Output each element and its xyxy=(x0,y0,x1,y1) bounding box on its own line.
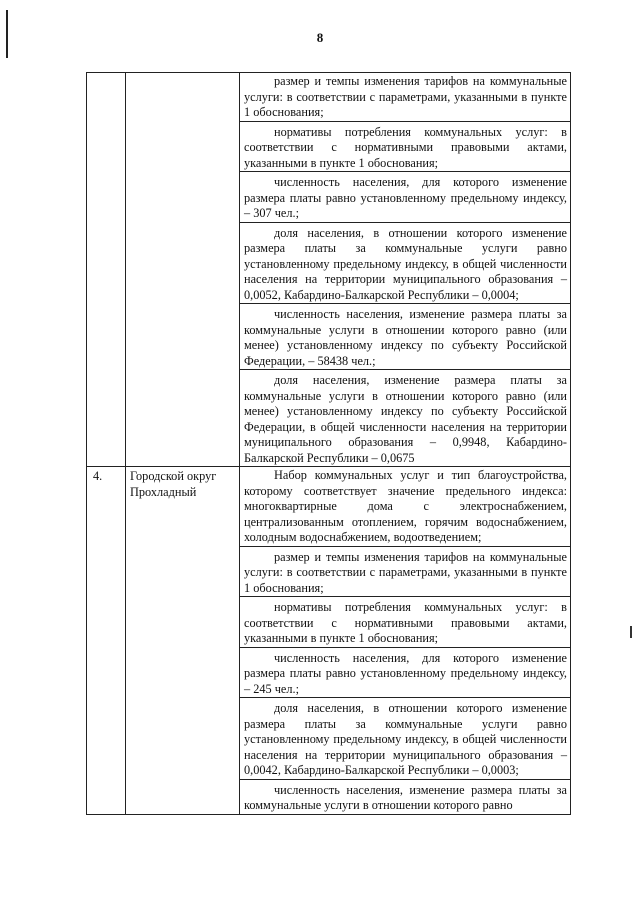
paragraph-population-below-share: доля населения, изменение размера платы за коммунальные услуги в отношении которого равно (или менее) установленному индексу по субъекту Российской Федерации, в общей численности населения на территории муниципального образования – 0,9948, Кабардино-Балкарской Республики – 0,0675 xyxy=(240,369,570,466)
paragraph-population-limit: численность населения, для которого изменение размера платы равно установленному предельному индексу, – 245 чел.; xyxy=(240,647,570,698)
paragraph-tariff-size: размер и темпы изменения тарифов на коммунальные услуги: в соответствии с параметрами, указанными в пункте 1 обоснования; xyxy=(240,546,570,597)
parameters-cell xyxy=(240,467,571,815)
paragraph-population-limit: численность населения, для которого изменение размера платы равно установленному предельному индексу, – 307 чел.; xyxy=(240,171,570,222)
parameters-cell xyxy=(240,73,571,467)
municipality-cell xyxy=(126,73,240,467)
row-number-cell: 4. xyxy=(87,467,126,815)
paragraph-tariff-size: размер и темпы изменения тарифов на коммунальные услуги: в соответствии с параметрами, указанными в пункте 1 обоснования; xyxy=(244,74,567,119)
margin-mark-right xyxy=(630,626,632,638)
paragraph-consumption-norms: нормативы потребления коммунальных услуг: в соответствии с нормативными правовыми актами, указанными в пункте 1 обоснования; xyxy=(240,121,570,172)
justification-table xyxy=(86,72,571,815)
paragraph-population-below: численность населения, изменение размера платы за коммунальные услуги в отношении которого равно (или менее) установленному индексу по субъекту Российской Федерации, – 58438 чел.; xyxy=(240,303,570,369)
paragraph-population-share: доля населения, в отношении которого изменение размера платы за коммунальные услуги равно установленному предельному индексу, в общей численности населения на территории муниципального образования – 0,0042, Кабардино-Балкарской Республики – 0,0003; xyxy=(240,697,570,779)
table-row-continuation xyxy=(87,73,571,467)
paragraph-population-below: численность населения, изменение размера платы за коммунальные услуги в отношении которого равно xyxy=(240,779,570,814)
page-number: 8 xyxy=(316,30,324,45)
municipality-name-line1: Городской округ xyxy=(130,469,217,483)
paragraph-consumption-norms: нормативы потребления коммунальных услуг: в соответствии с нормативными правовыми актами, указанными в пункте 1 обоснования; xyxy=(240,596,570,647)
table-row-4 xyxy=(87,467,571,815)
row-number-cell xyxy=(87,73,126,467)
paragraph-services-set: Набор коммунальных услуг и тип благоустройства, которому соответствует значение предельного индекса: многоквартирные дома с электроснабжением, централизованным отоплением, горячим водоснабжением, холодным водоснабжением, водоотведением; xyxy=(244,468,567,544)
municipality-name-line2: Прохладный xyxy=(130,484,197,499)
paragraph-population-share: доля населения, в отношении которого изменение размера платы за коммунальные услуги равно установленному предельному индексу, в общей численности населения на территории муниципального образования – 0,0052, Кабардино-Балкарской Республики – 0,0004; xyxy=(240,222,570,304)
municipality-cell xyxy=(126,467,240,815)
